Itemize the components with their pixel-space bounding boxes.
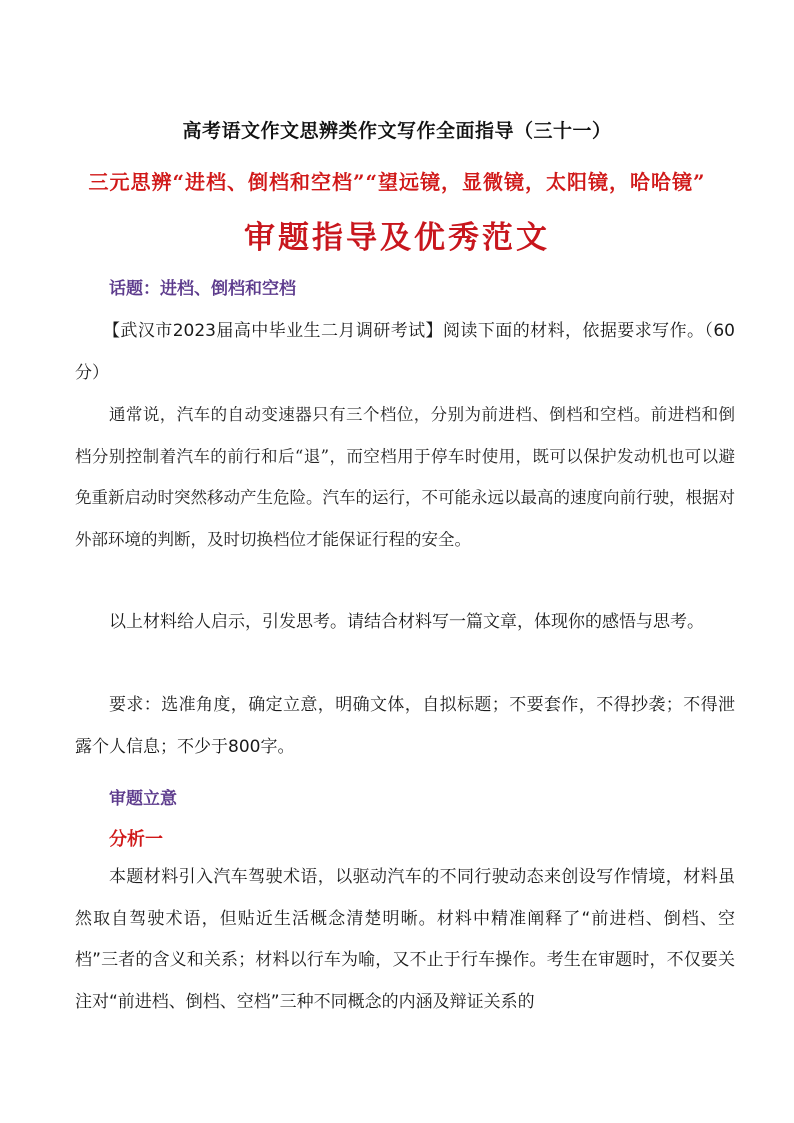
document-title: 高考语文作文思辨类作文写作全面指导（三十一） — [182, 120, 612, 142]
document-subtitle: 三元思辨“进档、倒档和空档”“望远镜，显微镜，太阳镜，哈哈镜” — [88, 170, 706, 194]
prompt-intro: 【武汉市2023届高中毕业生二月调研考试】阅读下面的材料，依据要求写作。（60分） — [75, 321, 735, 383]
analysis-label: 分析一 — [109, 829, 163, 850]
section-heading: 审题指导及优秀范文 — [244, 220, 550, 256]
section-label: 审题立意 — [109, 789, 177, 809]
requirements-paragraph: 要求：选准角度，确定立意，明确文体，自拟标题；不要套作，不得抄袭；不得泄露个人信息；不少于800字。 — [75, 695, 735, 757]
material-paragraph: 通常说，汽车的自动变速器只有三个档位，分别为前进档、倒档和空档。前进档和倒档分别控制着汽车的前行和后“退”，而空档用于停车时使用，既可以保护发动机也可以避免重新启动时突然移动产生危险。汽车的运行，不可能永远以最高的速度向前行驶，根据对外部环境的判断，及时切换档位才能保证行程的安全。 — [75, 405, 735, 549]
analysis-paragraph: 本题材料引入汽车驾驶术语，以驱动汽车的不同行驶动态来创设写作情境，材料虽然取自驾驶术语，但贴近生活概念清楚明晰。材料中精准阐释了“前进档、倒档、空档”三者的含义和关系；材料以行车为喻，又不止于行车操作。考生在审题时，不仅要关注对“前进档、倒档、空档”三种不同概念的内涵及辩证关系的 — [75, 867, 735, 1012]
topic-label: 话题：进档、倒档和空档 — [109, 279, 296, 299]
instruction-paragraph: 以上材料给人启示，引发思考。请结合材料写一篇文章，体现你的感悟与思考。 — [109, 612, 704, 632]
